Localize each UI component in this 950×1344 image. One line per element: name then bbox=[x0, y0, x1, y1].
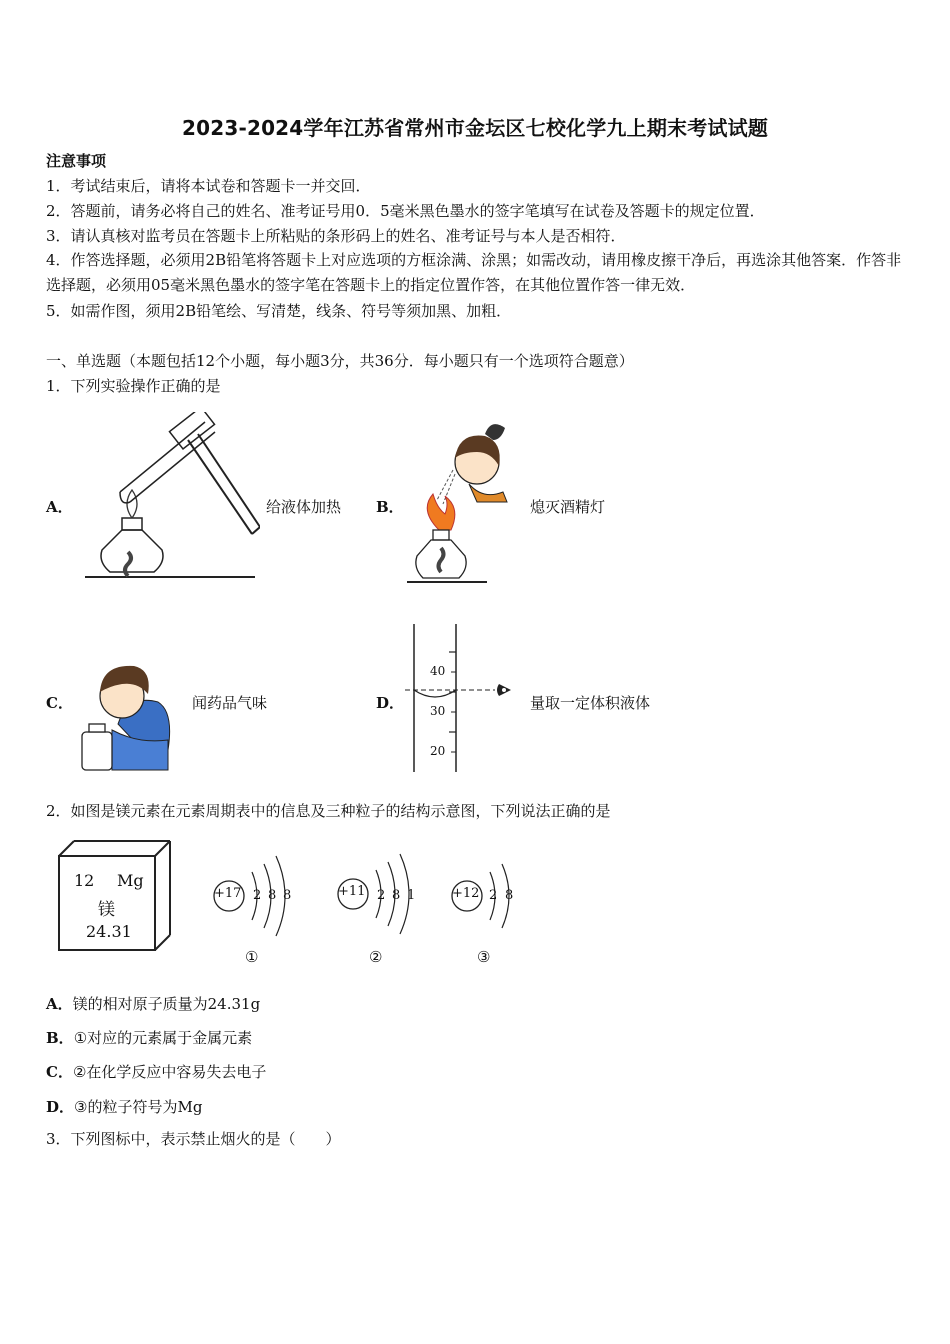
cylinder-tick-30: 30 bbox=[430, 704, 446, 718]
q2-answer-d-text: ③的粒子符号为Mg bbox=[74, 1098, 203, 1116]
question-3-stem: 3．下列图标中，表示禁止烟火的是（ ） bbox=[46, 1130, 341, 1148]
particle-2-shell-1: 2 bbox=[377, 888, 386, 903]
particle-1-shell-3: 8 bbox=[283, 888, 292, 903]
q1-option-b-letter: B． bbox=[376, 498, 404, 516]
particle-1-label: ① bbox=[245, 948, 259, 966]
smelling-chemical-figure bbox=[78, 662, 173, 774]
q2-answer-b bbox=[46, 1027, 252, 1048]
notice-heading: 注意事项 bbox=[46, 152, 107, 170]
particle-3-shell-1: 2 bbox=[489, 888, 498, 903]
q1-option-a-letter: A． bbox=[46, 498, 73, 516]
q2-answer-a-text: 镁的相对原子质量为24.31g bbox=[72, 995, 261, 1013]
q1-option-c-caption: 闻药品气味 bbox=[192, 694, 268, 712]
measuring-cylinder-figure bbox=[405, 622, 525, 774]
blowing-out-lamp-figure bbox=[405, 418, 525, 586]
particle-2-nucleus: +11 bbox=[338, 884, 366, 899]
particle-1-shell-2: 8 bbox=[268, 888, 277, 903]
q1-option-a-caption: 给液体加热 bbox=[266, 498, 342, 516]
q1-option-d-caption: 量取一定体积液体 bbox=[530, 694, 651, 712]
question-2-stem: 2．如图是镁元素在元素周期表中的信息及三种粒子的结构示意图，下列说法正确的是 bbox=[46, 802, 611, 820]
cylinder-tick-20: 20 bbox=[430, 744, 446, 758]
q2-answer-c-text: ②在化学反应中容易失去电子 bbox=[72, 1063, 267, 1081]
q1-option-c-letter: C． bbox=[46, 694, 73, 712]
cylinder-tick-40: 40 bbox=[430, 664, 446, 678]
particle-1-nucleus: +17 bbox=[214, 886, 242, 901]
q1-option-d-letter: D． bbox=[376, 694, 405, 712]
notice-item-4: 4．作答选择题，必须用2B铅笔将答题卡上对应选项的方框涂满、涂黑；如需改动，请用橡皮擦干净后，再选涂其他答案．作答非选择题，必须用05毫米黑色墨水的签字笔在答题卡上的指定位置作答，在其他位置作答一律无效． bbox=[46, 251, 902, 294]
q2-answer-d bbox=[46, 1096, 202, 1117]
particle-2-shell-3: 1 bbox=[407, 888, 416, 903]
question-1-stem: 1．下列实验操作正确的是 bbox=[46, 377, 221, 395]
particle-2-label: ② bbox=[369, 948, 383, 966]
q2-answer-c bbox=[46, 1061, 266, 1082]
q2-answer-b-text: ①对应的元素属于金属元素 bbox=[73, 1029, 253, 1047]
notice-item-3: 3．请认真核对监考员在答题卡上所粘贴的条形码上的姓名、准考证号与本人是否相符． bbox=[46, 227, 626, 245]
element-name: 镁 bbox=[98, 900, 115, 920]
particle-2-shell-2: 8 bbox=[392, 888, 401, 903]
q2-answer-d-letter: D． bbox=[46, 1098, 75, 1116]
particle-3-label: ③ bbox=[477, 948, 491, 966]
element-atomic-number: 12 bbox=[74, 871, 95, 890]
q2-answer-a bbox=[46, 993, 260, 1014]
particle-1-shell-1: 2 bbox=[253, 888, 262, 903]
notice-item-1: 1．考试结束后，请将本试卷和答题卡一并交回． bbox=[46, 177, 371, 195]
particle-3-nucleus: +12 bbox=[452, 886, 480, 901]
q2-answer-c-letter: C． bbox=[46, 1063, 73, 1081]
section-heading: 一、单选题（本题包括12个小题，每小题3分，共36分．每小题只有一个选项符合题意） bbox=[46, 352, 634, 370]
heating-liquid-figure bbox=[80, 412, 260, 582]
element-atomic-mass: 24.31 bbox=[86, 922, 132, 941]
notice-item-5: 5．如需作图，须用2B铅笔绘、写清楚，线条、符号等须加黑、加粗． bbox=[46, 302, 512, 320]
element-symbol: Mg bbox=[117, 871, 144, 890]
page-title: 2023-2024学年江苏省常州市金坛区七校化学九上期末考试试题 bbox=[181, 116, 769, 140]
notice-item-2: 2．答题前，请务必将自己的姓名、准考证号用0．5毫米黑色墨水的签字笔填写在试卷及答题卡的规定位置． bbox=[46, 202, 765, 220]
q2-answer-a-letter: A． bbox=[46, 995, 73, 1013]
particle-3-shell-2: 8 bbox=[505, 888, 514, 903]
q2-answer-b-letter: B． bbox=[46, 1029, 74, 1047]
q1-option-b-caption: 熄灭酒精灯 bbox=[530, 498, 606, 516]
